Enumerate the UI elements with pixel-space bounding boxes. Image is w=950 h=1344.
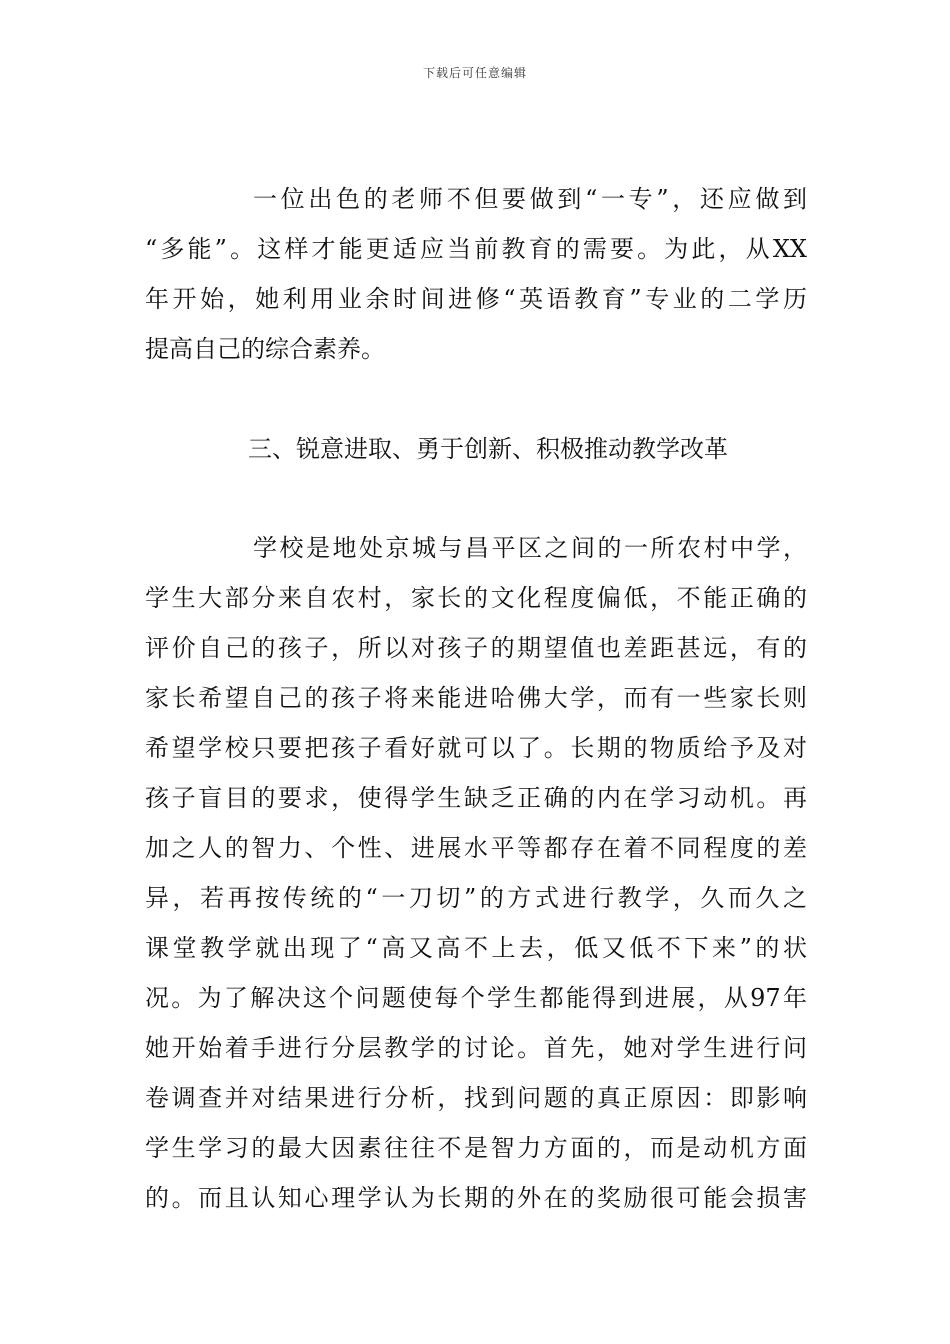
text-line: 孩子盲目的要求，使得学生缺乏正确的内在学习动机。再	[145, 784, 807, 812]
paragraph-2	[145, 523, 807, 1223]
paragraph-1	[145, 174, 807, 374]
text-line: 一位出色的老师不但要做到“一专”，还应做到	[253, 185, 807, 213]
text-line: 年开始，她利用业余时间进修“英语教育”专业的二学历	[145, 285, 807, 313]
text-line: 异，若再按传统的“一刀切”的方式进行教学，久而久之	[145, 884, 807, 912]
section-heading: 三、锐意进取、勇于创新、积极推动教学改革	[248, 435, 728, 463]
text-line: “多能”。这样才能更适应当前教育的需要。为此，从XX	[145, 235, 807, 263]
text-line: 课堂教学就出现了“高又高不上去，低又低不下来”的状	[145, 934, 807, 962]
text-line: 学校是地处京城与昌平区之间的一所农村中学，	[253, 534, 807, 562]
text-line: 家长希望自己的孩子将来能进哈佛大学，而有一些家长则	[145, 684, 807, 712]
text-line: 她开始着手进行分层教学的讨论。首先，她对学生进行问	[145, 1034, 807, 1062]
text-line: 的。而且认知心理学认为长期的外在的奖励很可能会损害	[145, 1184, 807, 1212]
text-line: 评价自己的孩子，所以对孩子的期望值也差距甚远，有的	[145, 634, 807, 662]
text-line: 提高自己的综合素养。	[145, 335, 385, 363]
text-line: 学生学习的最大因素往往不是智力方面的，而是动机方面	[145, 1134, 807, 1162]
text-line: 加之人的智力、个性、进展水平等都存在着不同程度的差	[145, 834, 807, 862]
page-header: 下载后可任意编辑	[422, 66, 527, 80]
text-line: 卷调查并对结果进行分析，找到问题的真正原因：即影响	[145, 1084, 807, 1112]
text-line: 学生大部分来自农村，家长的文化程度偏低，不能正确的	[145, 584, 807, 612]
text-line: 况。为了解决这个问题使每个学生都能得到进展，从97年	[145, 984, 807, 1012]
text-line: 希望学校只要把孩子看好就可以了。长期的物质给予及对	[145, 734, 807, 762]
